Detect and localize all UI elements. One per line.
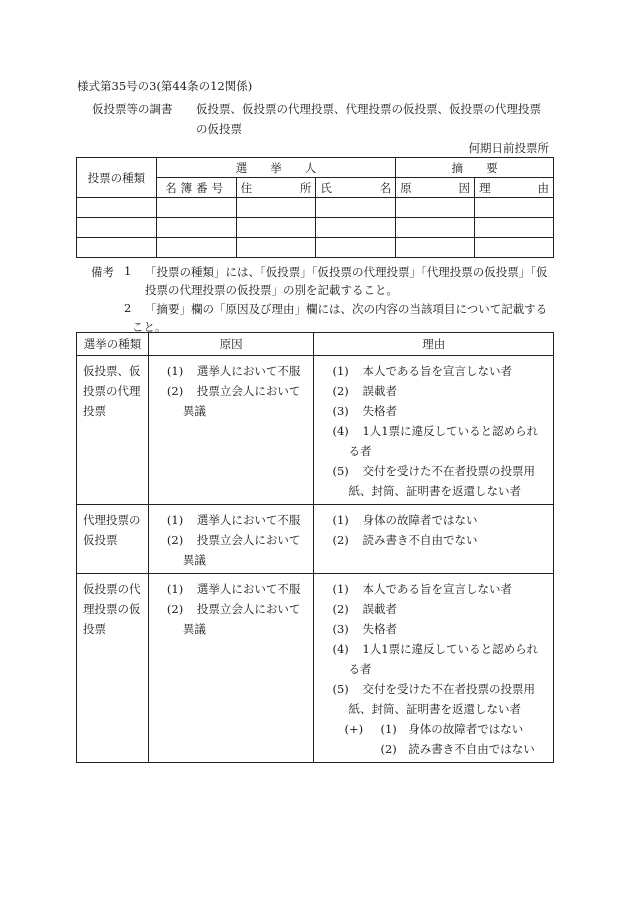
ref-cause-item: (1) 選挙人において不服 — [166, 364, 301, 378]
ref-cause — [148, 574, 314, 763]
ref-reason-item: (4) 1人1票に違反していると認められ — [332, 424, 539, 438]
ref-vote-type-line: 理投票の仮 — [83, 602, 141, 616]
ref-row — [77, 574, 554, 763]
ref-vote-type-line: 代理投票の — [83, 513, 141, 527]
ref-reason-item: (3) 失格者 — [332, 622, 397, 636]
ref-vote-type-line: 投票の代理 — [83, 384, 141, 398]
header-register-number: 名簿番号 — [156, 178, 236, 198]
ref-reason-item: (1) 本人である旨を宣言しない者 — [332, 582, 512, 596]
ref-cause-item: (2) 投票立会人において — [166, 602, 301, 616]
note-number: 2 — [124, 301, 132, 315]
record-table — [76, 157, 554, 258]
form-subtitle-line2: の仮投票 — [196, 122, 242, 136]
ref-header-type: 選挙の種類 — [77, 333, 149, 356]
ref-reason-item: (2) 読み書き不自由でない — [332, 533, 478, 547]
ref-reason — [314, 574, 554, 763]
blank-row — [77, 218, 554, 238]
form-number: 様式第35号の3(第44条の12関係) — [77, 79, 253, 93]
ref-vote-type — [77, 356, 149, 505]
header-vote-type: 投票の種類 — [77, 158, 157, 198]
ref-vote-type — [77, 505, 149, 574]
ref-cause — [148, 505, 314, 574]
ref-reason-item: る者 — [348, 662, 372, 676]
note-text: 「投票の種類」には、「仮投票」「仮投票の代理投票」「代理投票の仮投票」「仮 — [145, 265, 548, 279]
ref-reason-item: (+) (1) 身体の故障者ではない — [344, 722, 524, 736]
ref-reason-item: る者 — [348, 444, 372, 458]
form-subtitle-line1: 仮投票、仮投票の代理投票、代理投票の仮投票、仮投票の代理投票 — [196, 102, 541, 116]
ref-vote-type-line: 仮投票、仮 — [83, 364, 141, 378]
ref-reason-item: (1) 本人である旨を宣言しない者 — [332, 364, 512, 378]
ref-vote-type-line: 仮投票 — [83, 533, 118, 547]
ref-reason-item: (3) 失格者 — [332, 404, 397, 418]
note-text: 「摘要」欄の「原因及び理由」欄には、次の内容の当該項目について記載する — [145, 302, 548, 316]
header-address: 住 所 — [236, 178, 316, 198]
ref-cause — [148, 356, 314, 505]
ref-reason-item: (5) 交付を受けた不在者投票の投票用 — [332, 464, 535, 478]
ref-cause-item: (2) 投票立会人において — [166, 533, 301, 547]
header-cause: 原 因 — [396, 178, 475, 198]
ref-cause-item: (1) 選挙人において不服 — [166, 513, 301, 527]
form-title: 仮投票等の調書 — [92, 102, 173, 116]
ref-cause-item: 異議 — [182, 404, 206, 418]
ref-reason-item: (5) 交付を受けた不在者投票の投票用 — [332, 682, 535, 696]
ref-header-cause: 原因 — [148, 333, 314, 356]
ref-vote-type-line: 投票 — [83, 404, 106, 418]
ref-reason-item: (2) 誤載者 — [332, 602, 397, 616]
ref-cause-item: (2) 投票立会人において — [166, 384, 301, 398]
ref-row — [77, 505, 554, 574]
ref-reason-item: (2) 誤載者 — [332, 384, 397, 398]
notes-label: 備考 — [91, 265, 114, 279]
ref-row — [77, 356, 554, 505]
ref-reason-item: 紙、封筒、証明書を返還しない者 — [348, 484, 521, 498]
reference-table — [76, 332, 554, 763]
note-text: こと。 — [132, 320, 167, 334]
blank-row — [77, 238, 554, 258]
header-reason: 理 由 — [475, 178, 554, 198]
ref-reason-item: 紙、封筒、証明書を返還しない者 — [348, 702, 521, 716]
header-remarks-group: 摘 要 — [396, 158, 554, 178]
polling-place: 何期日前投票所 — [468, 141, 549, 155]
ref-vote-type-line: 投票 — [83, 622, 106, 636]
ref-reason-item: (4) 1人1票に違反していると認められ — [332, 642, 539, 656]
ref-reason-item: (2) 読み書き不自由ではない — [380, 742, 535, 756]
ref-cause-item: 異議 — [182, 622, 206, 636]
note-number: 1 — [124, 264, 132, 278]
header-voter-group: 選 挙 人 — [156, 158, 395, 178]
ref-cause-item: 異議 — [182, 553, 206, 567]
ref-reason — [314, 356, 554, 505]
ref-vote-type-line: 仮投票の代 — [83, 582, 141, 596]
ref-reason-item: (1) 身体の故障者ではない — [332, 513, 478, 527]
ref-vote-type — [77, 574, 149, 763]
ref-cause-item: (1) 選挙人において不服 — [166, 582, 301, 596]
ref-header-reason: 理由 — [314, 333, 554, 356]
header-name: 氏 名 — [316, 178, 396, 198]
note-text: 投票の代理投票の仮投票」の別を記載すること。 — [145, 283, 398, 297]
ref-reason — [314, 505, 554, 574]
blank-row — [77, 198, 554, 218]
